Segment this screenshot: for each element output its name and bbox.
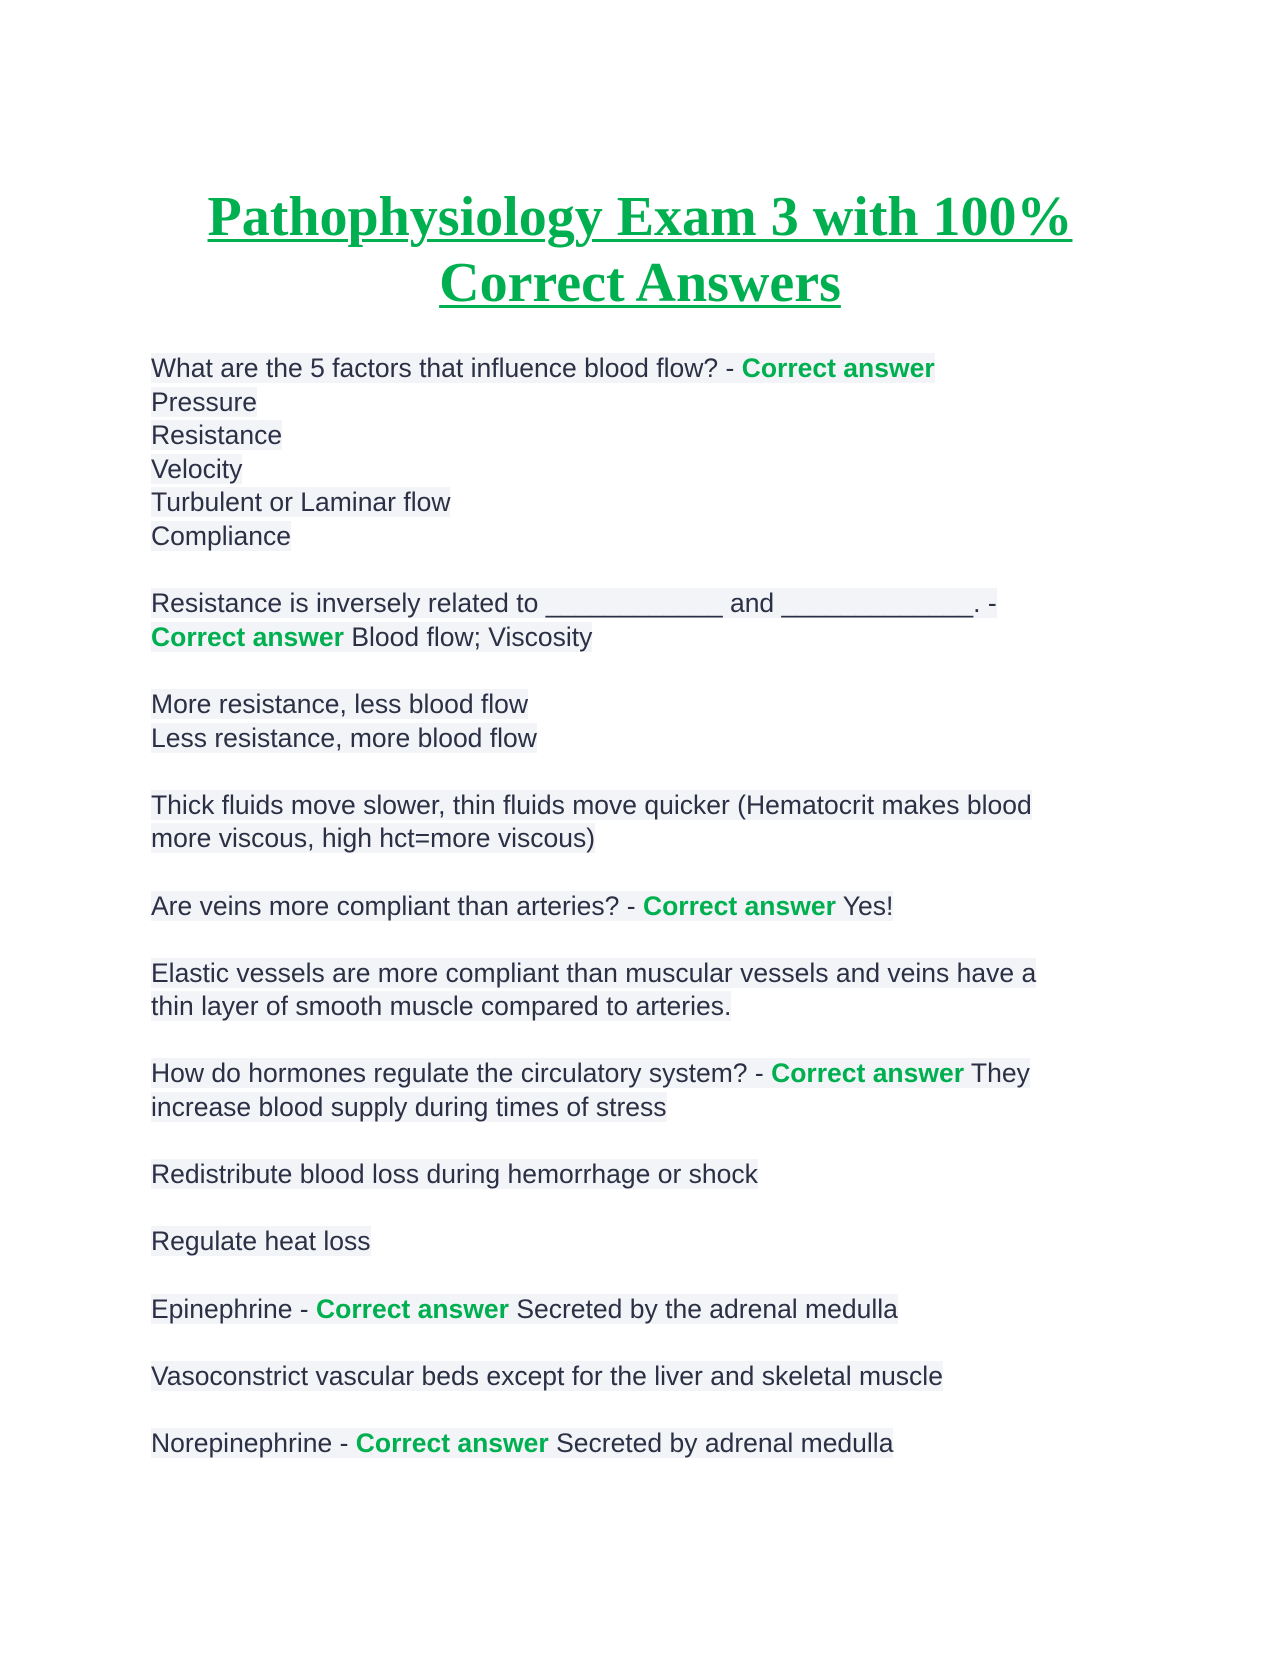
note-line: Less resistance, more blood flow [151, 722, 537, 753]
answer-text: increase blood supply during times of stress [151, 1092, 667, 1123]
qa-content [151, 352, 1131, 1494]
question-text: How do hormones regulate the circulatory system? - [151, 1058, 772, 1089]
answer-label: Correct answer [642, 890, 836, 921]
answer-line: Turbulent or Laminar flow [151, 487, 451, 518]
note-line: Vasoconstrict vascular beds except for the liver and skeletal muscle [151, 1360, 943, 1391]
qa-item-norepinephrine [151, 1427, 1131, 1461]
note-heat-loss [151, 1225, 1131, 1259]
qa-item-blood-flow-factors [151, 352, 1131, 554]
note-line: thin layer of smooth muscle compared to arteries. [151, 991, 732, 1022]
answer-label: Correct answer [316, 1293, 509, 1324]
note-resistance-flow [151, 688, 1131, 755]
answer-label: Correct answer [151, 621, 344, 652]
note-elastic-vessels [151, 957, 1131, 1024]
question-text: What are the 5 factors that influence blood flow? - [151, 353, 742, 383]
title-line-1: Pathophysiology Exam 3 with 100% [207, 186, 1073, 248]
answer-label: Correct answer [771, 1058, 965, 1089]
note-line: Regulate heat loss [151, 1226, 371, 1257]
answer-text: They [964, 1058, 1030, 1089]
answer-line: Velocity [151, 453, 243, 484]
note-hemorrhage [151, 1158, 1131, 1192]
answer-text: Blood flow; Viscosity [343, 621, 593, 652]
note-vasoconstrict [151, 1360, 1131, 1394]
note-line: more viscous, high hct=more viscous) [151, 823, 596, 854]
question-text: Epinephrine - [151, 1293, 316, 1324]
note-line: Redistribute blood loss during hemorrhage or shock [151, 1159, 758, 1190]
answer-line: Pressure [151, 386, 258, 417]
qa-item-resistance [151, 587, 1131, 654]
note-line: Thick fluids move slower, thin fluids move quicker (Hematocrit makes blood [151, 789, 1032, 820]
question-text: Norepinephrine - [151, 1428, 356, 1458]
question-text: Are veins more compliant than arteries? - [151, 890, 643, 921]
answer-text: Secreted by adrenal medulla [548, 1428, 894, 1458]
note-viscosity [151, 789, 1131, 856]
note-line: Elastic vessels are more compliant than muscular vessels and veins have a [151, 957, 1037, 988]
title-line-2: Correct Answers [439, 252, 841, 314]
answer-label: Correct answer [355, 1428, 549, 1458]
answer-text: Yes! [835, 890, 894, 921]
qa-item-hormones [151, 1057, 1131, 1124]
qa-item-epinephrine [151, 1293, 1131, 1327]
answer-line: Resistance [151, 420, 283, 451]
answer-text: Secreted by the adrenal medulla [508, 1293, 898, 1324]
answer-label: Correct answer [741, 353, 935, 383]
note-line: More resistance, less blood flow [151, 688, 529, 719]
question-text: Resistance is inversely related to ____________ and _____________. - [151, 588, 997, 619]
page-title [0, 184, 1280, 316]
qa-item-vein-compliance [151, 890, 1131, 924]
answer-line: Compliance [151, 520, 291, 551]
